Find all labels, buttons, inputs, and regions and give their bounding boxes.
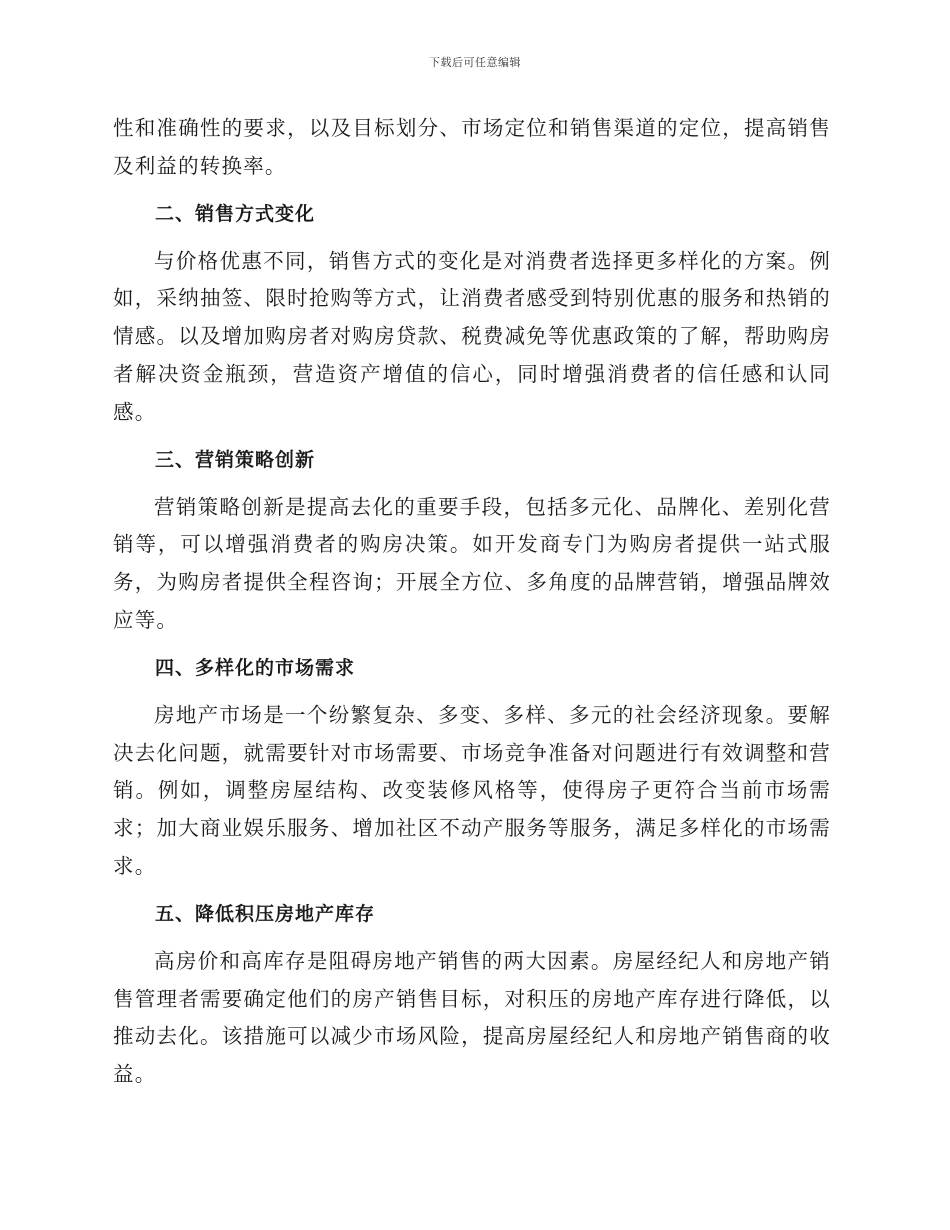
paragraph-continuation: 性和准确性的要求，以及目标划分、市场定位和销售渠道的定位，提高销售及利益的转换率。 [113, 116, 831, 178]
paragraph-sales-method: 与价格优惠不同，销售方式的变化是对消费者选择更多样化的方案。例如，采纳抽签、限时抢购等方式，让消费者感受到特别优惠的服务和热销的情感。以及增加购房者对购房贷款、税费减免等优惠政策的了解，帮助购房者解决资金瓶颈，营造资产增值的信心，同时增强消费者的信任感和认同感。 [113, 248, 831, 424]
paragraph-market-demand: 房地产市场是一个纷繁复杂、多变、多样、多元的社会经济现象。要解决去化问题，就需要针对市场需要、市场竞争准备对问题进行有效调整和营销。例如，调整房屋结构、改变装修风格等，使得房子更符合当前市场需求；加大商业娱乐服务、增加社区不动产服务等服务，满足多样化的市场需求。 [113, 702, 831, 878]
section-heading-4: 四、多样化的市场需求 [155, 656, 356, 679]
paragraph-inventory: 高房价和高库存是阻碍房地产销售的两大因素。房屋经纪人和房地产销售管理者需要确定他们的房产销售目标，对积压的房地产库存进行降低，以推动去化。该措施可以减少市场风险，提高房屋经纪人和房地产销售商的收益。 [113, 948, 831, 1087]
header-note: 下载后可任意编辑 [429, 56, 521, 69]
paragraph-marketing-strategy: 营销策略创新是提高去化的重要手段，包括多元化、品牌化、差别化营销等，可以增强消费者的购房决策。如开发商专门为购房者提供一站式服务，为购房者提供全程咨询；开展全方位、多角度的品牌营销，增强品牌效应等。 [113, 494, 831, 632]
document-body [113, 110, 831, 1094]
section-heading-5: 五、降低积压房地产库存 [155, 902, 376, 925]
section-heading-2: 二、销售方式变化 [155, 202, 316, 225]
section-heading-3: 三、营销策略创新 [155, 448, 316, 471]
